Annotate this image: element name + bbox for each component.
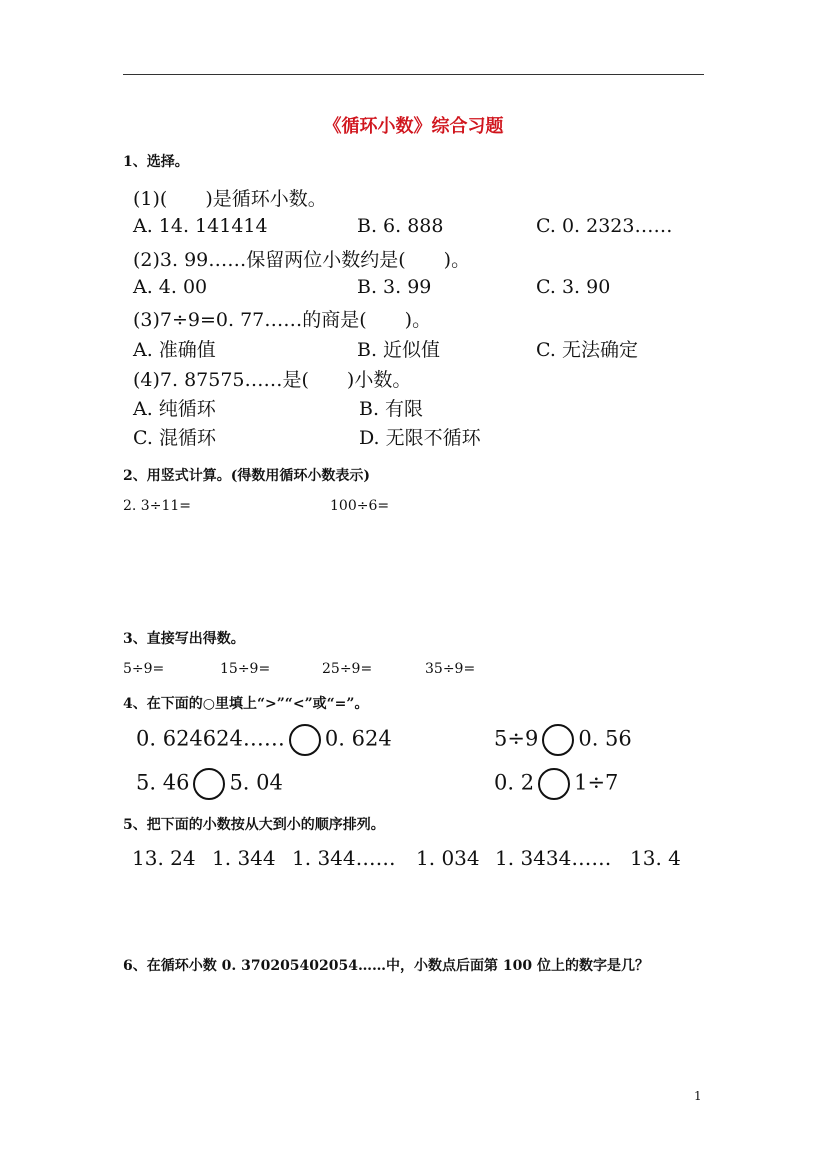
q1-option-a: A. 14. 141414 — [133, 215, 268, 237]
decimal-item: 1. 3434…… — [495, 846, 612, 870]
section-2-problem-1: 2. 3÷11= — [123, 498, 191, 514]
decimal-item: 1. 344 — [212, 846, 276, 870]
compare-circle-blank[interactable] — [538, 768, 570, 800]
q2-option-b: B. 3. 99 — [357, 276, 432, 298]
q3-stem: (3)7÷9=0. 77……的商是( )。 — [133, 309, 432, 331]
q3-option-c: C. 无法确定 — [536, 339, 638, 361]
compare-left-value: 0. 624624…… — [136, 726, 285, 751]
q1-option-c: C. 0. 2323…… — [536, 215, 673, 237]
section-3-item: 5÷9= — [123, 661, 165, 677]
section-3-item: 25÷9= — [322, 661, 373, 677]
q4-option-b: B. 有限 — [359, 398, 424, 420]
q4-option-d: D. 无限不循环 — [359, 427, 481, 449]
decimal-item: 1. 344…… — [292, 846, 396, 870]
q2-option-a: A. 4. 00 — [133, 276, 208, 298]
compare-right-value: 1÷7 — [574, 770, 619, 795]
section-6-heading: 6、在循环小数 0. 370205402054……中，小数点后面第 100 位上的数字是几？ — [123, 958, 649, 974]
compare-circle-blank[interactable] — [193, 768, 225, 800]
compare-left-value: 5÷9 — [494, 726, 539, 751]
section-2-problem-2: 100÷6= — [330, 498, 390, 514]
q4-option-a: A. 纯循环 — [133, 398, 216, 420]
compare-right-value: 0. 624 — [324, 726, 392, 751]
section-4-heading: 4、在下面的○里填上“>”“<”或“=”。 — [123, 696, 369, 712]
compare-left-value: 0. 2 — [494, 770, 535, 795]
compare-right-value: 0. 56 — [578, 726, 632, 751]
section-2-heading: 2、用竖式计算。(得数用循环小数表示) — [123, 468, 370, 484]
q2-option-c: C. 3. 90 — [536, 276, 611, 298]
section-3-item: 35÷9= — [425, 661, 476, 677]
section-1-heading: 1、选择。 — [123, 154, 189, 170]
decimal-item: 13. 24 — [132, 846, 196, 870]
section-3-item: 15÷9= — [220, 661, 271, 677]
header-rule — [123, 74, 704, 75]
q3-option-b: B. 近似值 — [357, 339, 441, 361]
q3-option-a: A. 准确值 — [133, 339, 216, 361]
compare-circle-blank[interactable] — [289, 724, 321, 756]
section-5-heading: 5、把下面的小数按从大到小的顺序排列。 — [123, 817, 385, 833]
q2-stem: (2)3. 99……保留两位小数约是( )。 — [133, 249, 471, 271]
compare-circle-blank[interactable] — [542, 724, 574, 756]
compare-row-1-left — [136, 724, 392, 756]
section-3-heading: 3、直接写出得数。 — [123, 631, 245, 647]
q4-stem: (4)7. 87575……是( )小数。 — [133, 369, 412, 391]
compare-row-2-right — [494, 768, 618, 800]
page-title: 《循环小数》综合习题 — [323, 116, 504, 137]
page-number: 1 — [694, 1089, 702, 1103]
decimal-item: 1. 034 — [416, 846, 480, 870]
compare-row-2-left — [136, 768, 283, 800]
compare-row-1-right — [494, 724, 632, 756]
q1-stem: (1)( )是循环小数。 — [133, 188, 327, 210]
compare-left-value: 5. 46 — [136, 770, 190, 795]
q1-option-b: B. 6. 888 — [357, 215, 444, 237]
compare-right-value: 5. 04 — [229, 770, 283, 795]
q4-option-c: C. 混循环 — [133, 427, 216, 449]
decimal-item: 13. 4 — [630, 846, 681, 870]
